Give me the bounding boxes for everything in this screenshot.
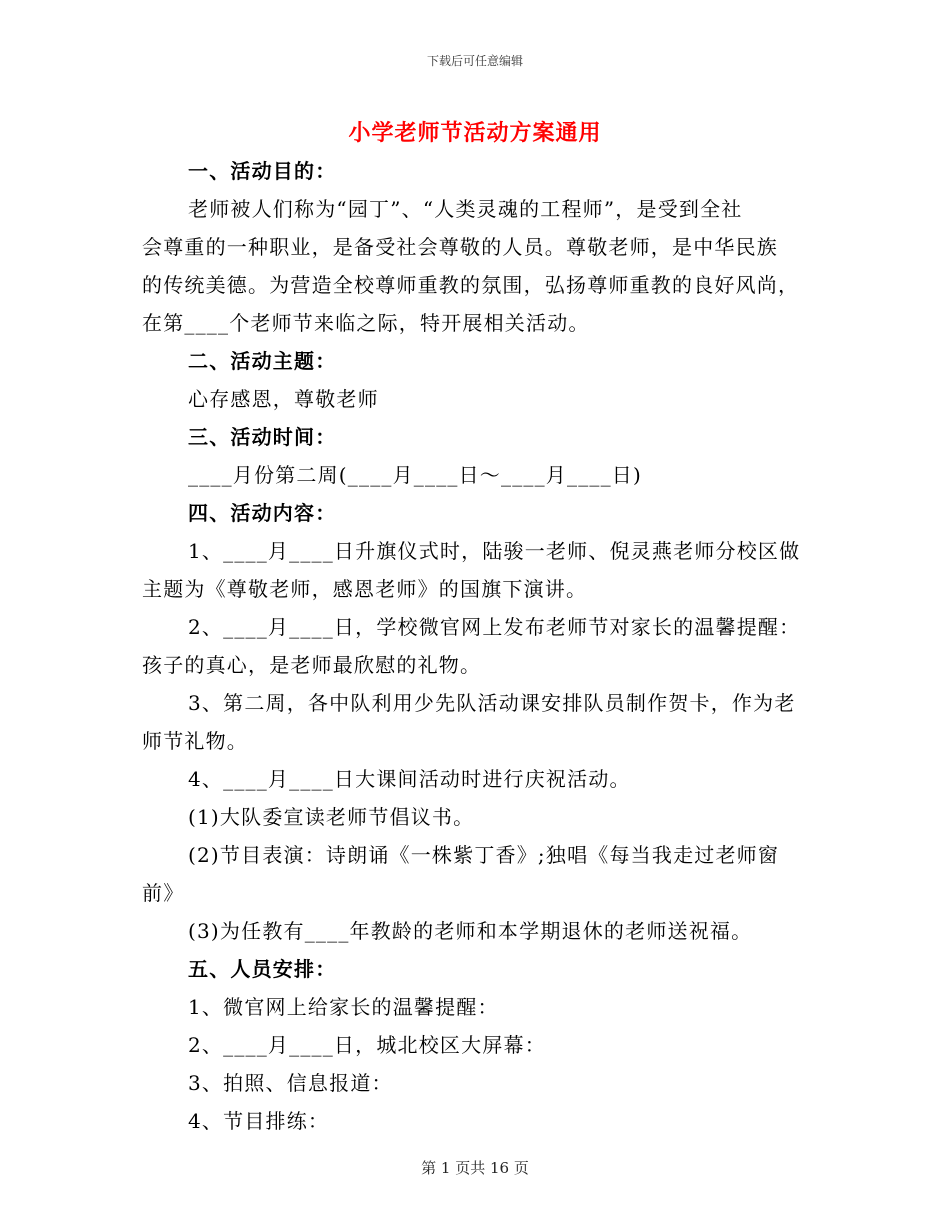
- list-item-continuation: 师节礼物。: [142, 729, 248, 753]
- sub-list-item: (2)节目表演：诗朗诵《一株紫丁香》;独唱《每当我走过老师窗: [188, 843, 780, 867]
- sub-list-item-continuation: 前》: [142, 881, 185, 905]
- list-item: 3、拍照、信息报道：: [188, 1071, 393, 1095]
- document-body: [142, 152, 808, 1140]
- section-heading: 四、活动内容：: [188, 501, 337, 525]
- list-item-continuation: 孩子的真心，是老师最欣慰的礼物。: [142, 653, 482, 677]
- list-item: 1、____月____日升旗仪式时，陆骏一老师、倪灵燕老师分校区做: [188, 539, 801, 563]
- list-item: 2、____月____日，学校微官网上发布老师节对家长的温馨提醒：: [188, 615, 801, 639]
- sub-list-item: (3)为任教有____年教龄的老师和本学期退休的老师送祝福。: [188, 919, 753, 943]
- list-item: 1、微官网上给家长的温馨提醒：: [188, 995, 499, 1019]
- paragraph-line: 的传统美德。为营造全校尊师重教的氛围，弘扬尊师重教的良好风尚，: [142, 273, 800, 297]
- section-heading: 二、活动主题：: [188, 349, 337, 373]
- paragraph-line: ____月份第二周(____月____日～____月____日): [188, 463, 643, 487]
- paragraph-line: 心存感恩，尊敬老师: [188, 387, 379, 411]
- sub-list-item: (1)大队委宣读老师节倡议书。: [188, 805, 475, 829]
- document-title: 小学老师节活动方案通用: [348, 120, 602, 146]
- paragraph-line: 会尊重的一种职业，是备受社会尊敬的人员。尊敬老师，是中华民族: [142, 235, 778, 259]
- paragraph-line: 在第____个老师节来临之际，特开展相关活动。: [142, 311, 590, 335]
- header-note: 下载后可任意编辑: [426, 54, 523, 68]
- paragraph-line: 老师被人们称为“园丁”、“人类灵魂的工程师”，是受到全社: [188, 197, 743, 221]
- list-item: 3、第二周，各中队利用少先队活动课安排队员制作贺卡，作为老: [188, 691, 796, 715]
- page-footer: 第 1 页共 16 页: [421, 1159, 529, 1177]
- list-item: 2、____月____日，城北校区大屏幕：: [188, 1033, 546, 1057]
- list-item: 4、____月____日大课间活动时进行庆祝活动。: [188, 767, 631, 791]
- list-item: 4、节目排练：: [188, 1109, 330, 1133]
- section-heading: 五、人员安排：: [188, 957, 337, 981]
- list-item-continuation: 主题为《尊敬老师，感恩老师》的国旗下演讲。: [142, 577, 588, 601]
- section-heading: 三、活动时间：: [188, 425, 337, 449]
- section-heading: 一、活动目的：: [188, 159, 337, 183]
